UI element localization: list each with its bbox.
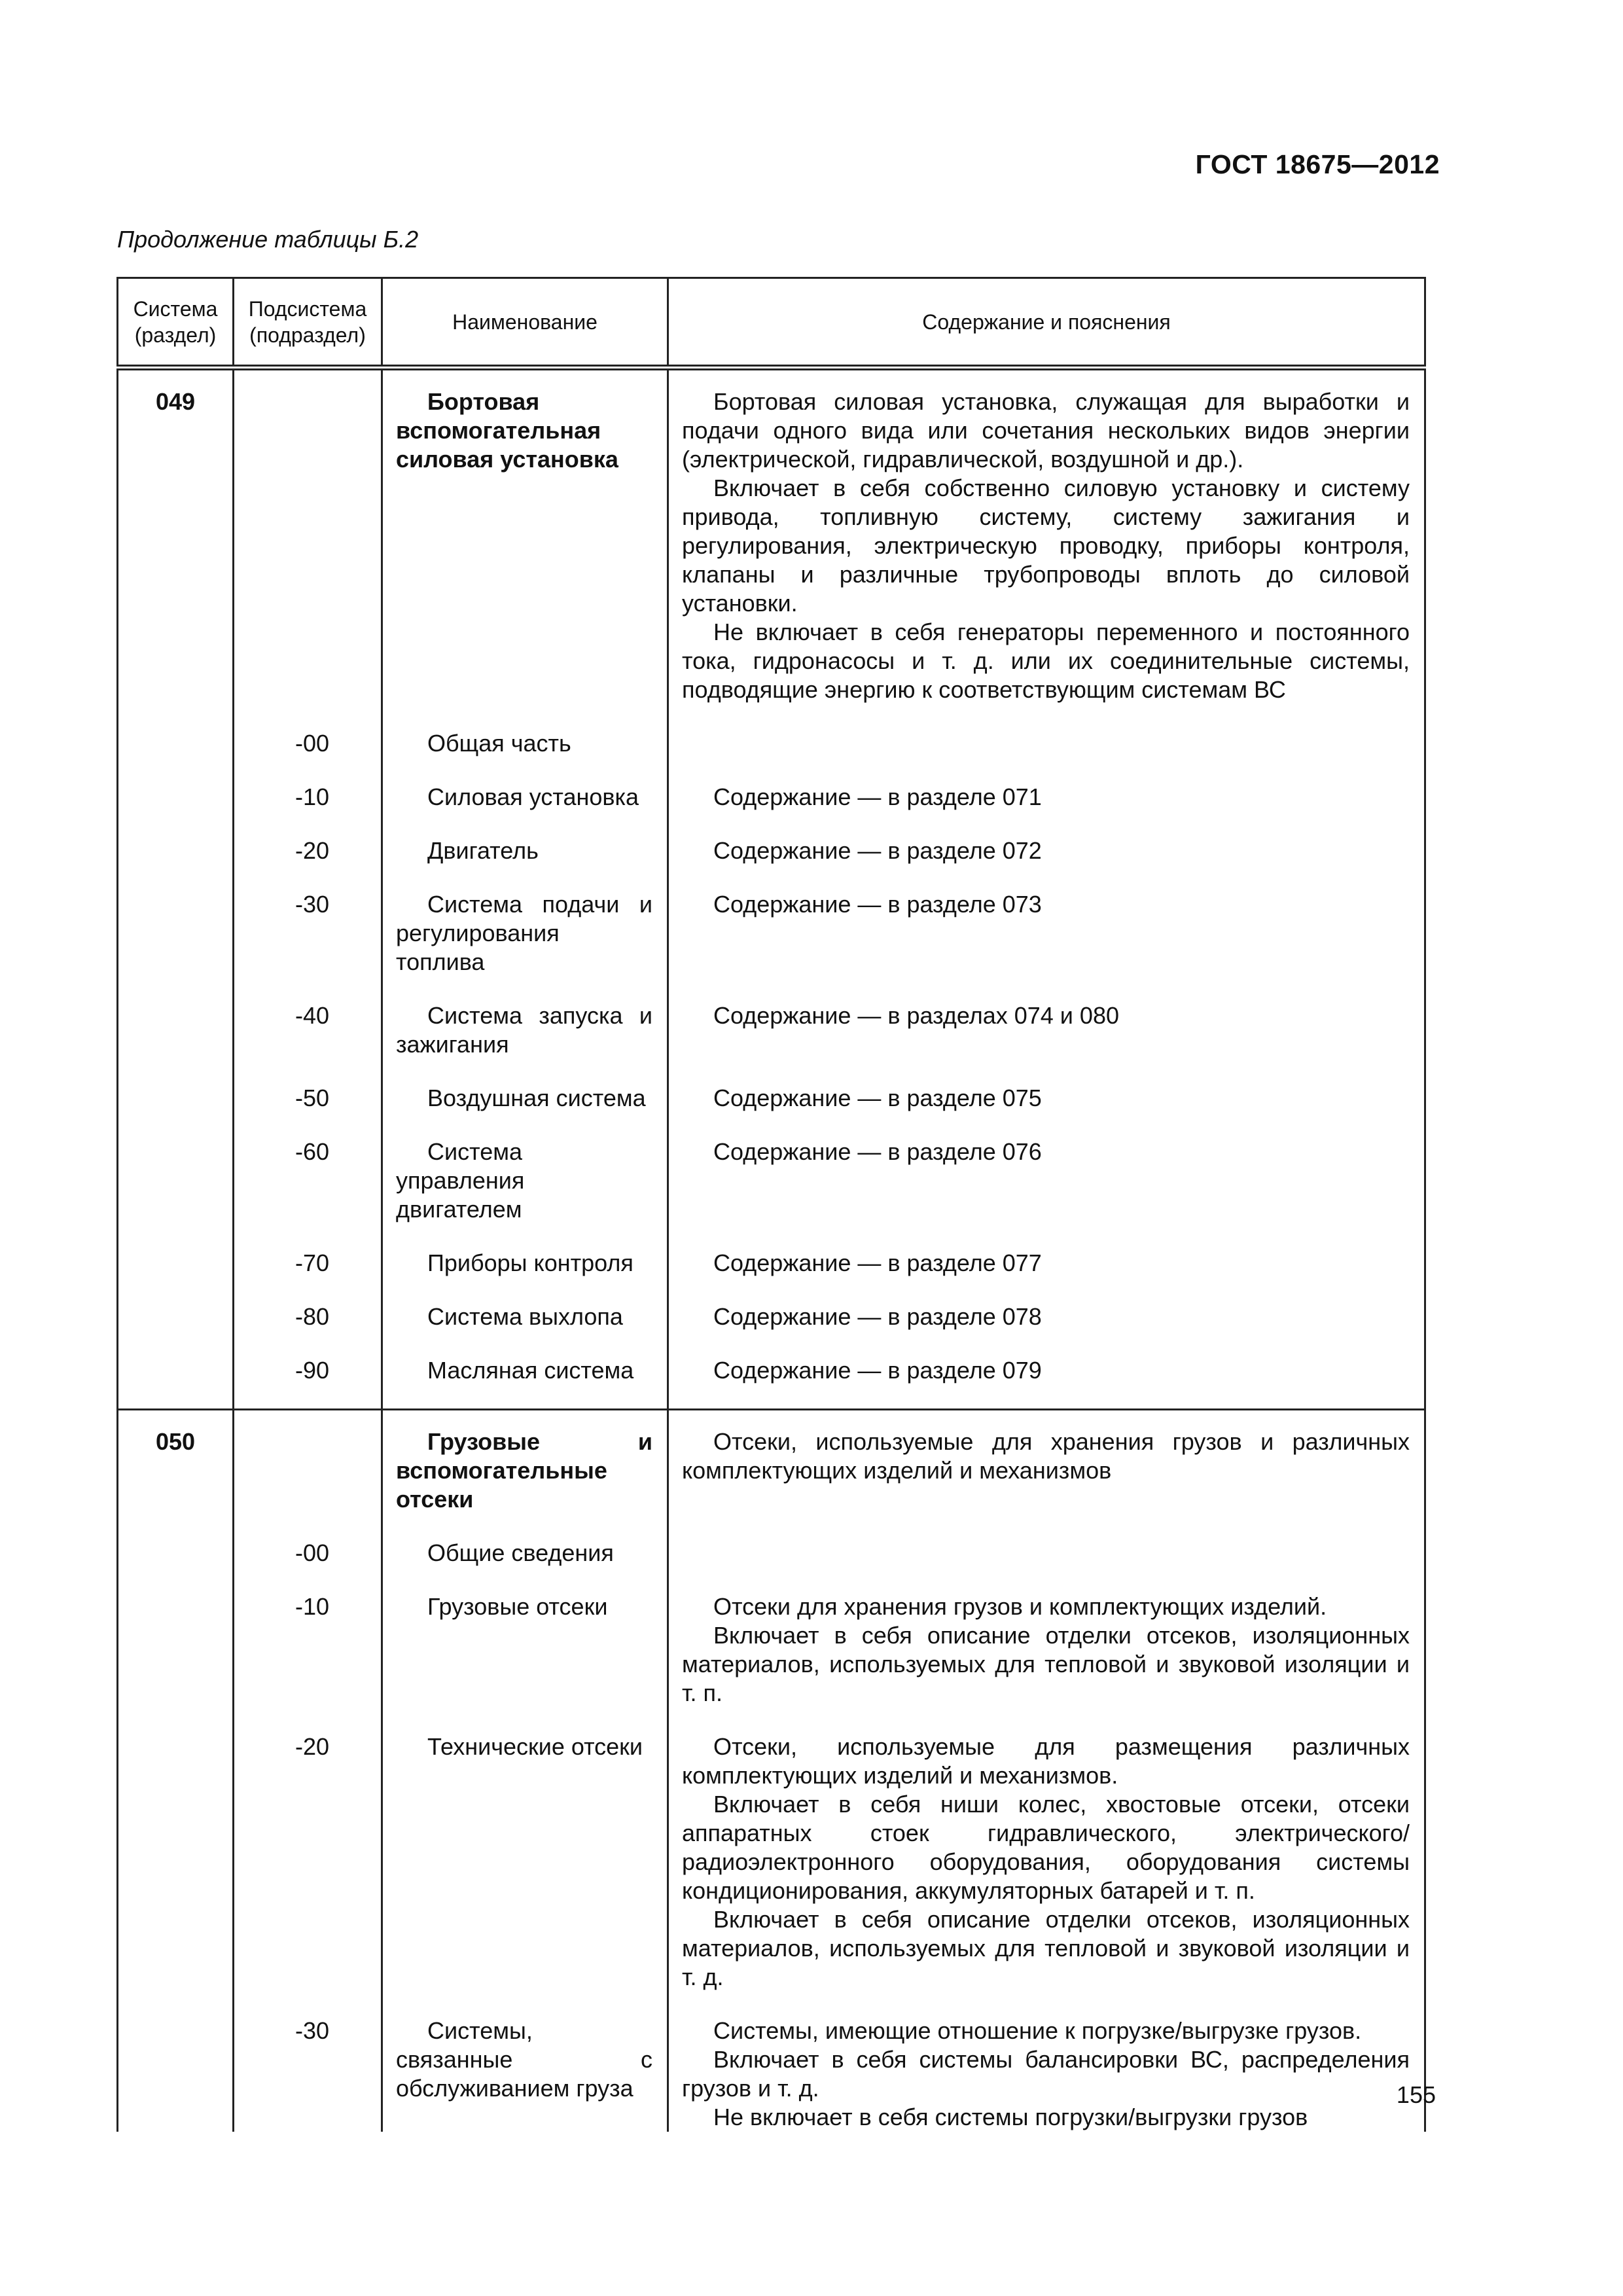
description-paragraph: Включает в себя системы балансировки ВС, распределения грузов и т. д. <box>682 2046 1410 2102</box>
subsystem-code: -00 <box>234 729 382 783</box>
description-paragraph: Не включает в себя системы погрузки/выгрузки грузов <box>713 2104 1308 2130</box>
system-code: 049 <box>118 368 234 730</box>
subsystem-name <box>382 783 668 836</box>
description-paragraph: Содержание — в разделе 075 <box>713 1085 1042 1111</box>
subsystem-name-text: Приборы контроля <box>427 1249 633 1276</box>
description-paragraph: Содержание — в разделе 078 <box>713 1303 1042 1330</box>
subsystem-description <box>668 1356 1425 1410</box>
system-cell <box>118 1001 234 1084</box>
table-row <box>118 1084 1425 1138</box>
subsystem-description <box>668 1001 1425 1084</box>
document-code: ГОСТ 18675—2012 <box>1195 149 1440 179</box>
subsystem-description <box>668 1302 1425 1356</box>
group-title-text: Бортовая вспомогательная силовая установка <box>396 388 618 473</box>
classification-table <box>116 277 1426 2132</box>
subsystem-name <box>382 1356 668 1410</box>
subsystem-description <box>668 783 1425 836</box>
subsystem-description <box>668 1539 1425 1592</box>
subsystem-name-text: Силовая установка <box>427 783 639 810</box>
system-cell <box>118 1356 234 1410</box>
table-row <box>118 1732 1425 2017</box>
table-body <box>118 368 1425 2132</box>
system-cell <box>118 1084 234 1138</box>
table-row <box>118 729 1425 783</box>
description-paragraph: Отсеки для хранения грузов и комплектующих изделий. <box>713 1593 1327 1620</box>
description-paragraph: Включает в себя описание отделки отсеков, изоляционных материалов, используемых для тепловой и звуковой изоляции и т. п. <box>682 1622 1410 1706</box>
subsystem-code: -70 <box>234 1249 382 1302</box>
subsystem-code: -00 <box>234 1539 382 1592</box>
subsystem-name <box>382 1138 668 1249</box>
subsystem-name <box>382 1539 668 1592</box>
group-title <box>382 1410 668 1539</box>
subsystem-name-text: Грузовые отсеки <box>427 1593 608 1620</box>
subsystem-description <box>668 729 1425 783</box>
subsystem-code: -80 <box>234 1302 382 1356</box>
subsystem-description <box>668 1084 1425 1138</box>
subsystem-name-text: Масляная система <box>427 1357 634 1384</box>
subsystem-name <box>382 1001 668 1084</box>
subsystem-code: -60 <box>234 1138 382 1249</box>
group-title-text: Грузовые и вспомогательные отсеки <box>396 1428 652 1513</box>
column-header-description: Содержание и пояснения <box>668 278 1425 368</box>
system-cell <box>118 1539 234 1592</box>
subsystem-name-text: Система подачи и регулирования топлива <box>396 891 652 975</box>
subsystem-description <box>668 890 1425 1001</box>
table-row <box>118 1001 1425 1084</box>
column-header-system: Система (раздел) <box>118 278 234 368</box>
table-row <box>118 1302 1425 1356</box>
description-paragraph: Включает в себя ниши колес, хвостовые отсеки, отсеки аппаратных стоек гидравлического, электрического/ радиоэлектронного оборудования, оборудования системы кондиционирования, аккумуляторных батарей и т. п. <box>682 1791 1410 1904</box>
table-caption: Продолжение таблицы Б.2 <box>117 226 419 253</box>
subsystem-description <box>668 836 1425 890</box>
description-paragraph: Содержание — в разделе 077 <box>713 1249 1042 1276</box>
subsystem-name-text: Двигатель <box>427 837 539 864</box>
description-paragraph: Содержание — в разделе 071 <box>713 783 1042 810</box>
system-cell <box>118 2017 234 2132</box>
description-paragraph: Включает в себя описание отделки отсеков, изоляционных материалов, используемых для тепловой и звуковой изоляции и т. д. <box>682 1906 1410 1990</box>
group-header-row <box>118 368 1425 730</box>
subsystem-name-text: Система запуска и зажигания <box>396 1002 652 1058</box>
system-code: 050 <box>118 1410 234 1539</box>
description-paragraph: Включает в себя собственно силовую установку и систему привода, топливную систему, систему зажигания и регулирования, электрическую проводку, приборы контроля, клапаны и различные трубопроводы вплоть до силовой установки. <box>682 475 1410 617</box>
group-description <box>668 1410 1425 1539</box>
subsystem-code <box>234 368 382 730</box>
table-row <box>118 1356 1425 1410</box>
table-row <box>118 2017 1425 2132</box>
subsystem-name <box>382 836 668 890</box>
system-cell <box>118 1592 234 1732</box>
table-row <box>118 1249 1425 1302</box>
subsystem-name <box>382 1302 668 1356</box>
subsystem-code: -20 <box>234 1732 382 2017</box>
subsystem-description <box>668 1592 1425 1732</box>
subsystem-name <box>382 1592 668 1732</box>
subsystem-description <box>668 1732 1425 2017</box>
system-cell <box>118 1302 234 1356</box>
description-paragraph: Системы, имеющие отношение к погрузке/выгрузке грузов. <box>713 2017 1362 2044</box>
group-title <box>382 368 668 730</box>
subsystem-name-text: Общие сведения <box>427 1539 614 1566</box>
description-paragraph: Содержание — в разделах 074 и 080 <box>713 1002 1119 1029</box>
description-paragraph: Бортовая силовая установка, служащая для выработки и подачи одного вида или сочетания нескольких видов энергии (электрической, гидравлической, воздушной и др.). <box>682 388 1410 473</box>
table-row <box>118 783 1425 836</box>
table-row <box>118 836 1425 890</box>
subsystem-name-text: Общая часть <box>427 730 571 757</box>
system-cell <box>118 1138 234 1249</box>
description-paragraph: Содержание — в разделе 076 <box>713 1138 1042 1165</box>
column-header-subsystem: Подсистема (подраздел) <box>234 278 382 368</box>
subsystem-description <box>668 2017 1425 2132</box>
subsystem-name-text: Технические отсеки <box>427 1733 643 1760</box>
description-paragraph: Не включает в себя генераторы переменного и постоянного тока, гидронасосы и т. д. или их соединительные системы, подводящие энергию к соответствующим системам ВС <box>682 619 1410 703</box>
table-row <box>118 890 1425 1001</box>
subsystem-code: -10 <box>234 783 382 836</box>
table-row <box>118 1539 1425 1592</box>
subsystem-name-text: Система управления двигателем <box>396 1138 525 1223</box>
subsystem-name <box>382 729 668 783</box>
subsystem-code <box>234 1410 382 1539</box>
subsystem-description <box>668 1138 1425 1249</box>
description-paragraph: Содержание — в разделе 079 <box>713 1357 1042 1384</box>
subsystem-name <box>382 1249 668 1302</box>
description-paragraph: Отсеки, используемые для хранения грузов и различных комплектующих изделий и механизмов <box>682 1428 1410 1484</box>
page-number: 155 <box>1396 2081 1436 2108</box>
system-cell <box>118 729 234 783</box>
subsystem-code: -10 <box>234 1592 382 1732</box>
subsystem-name <box>382 1732 668 2017</box>
system-cell <box>118 890 234 1001</box>
subsystem-name-text: Воздушная система <box>427 1085 646 1111</box>
description-paragraph: Содержание — в разделе 073 <box>713 891 1042 918</box>
subsystem-name-text: Система выхлопа <box>427 1303 623 1330</box>
subsystem-name <box>382 2017 668 2132</box>
system-cell <box>118 1249 234 1302</box>
subsystem-name <box>382 890 668 1001</box>
system-cell <box>118 1732 234 2017</box>
subsystem-code: -50 <box>234 1084 382 1138</box>
subsystem-code: -30 <box>234 890 382 1001</box>
system-cell <box>118 836 234 890</box>
subsystem-code: -40 <box>234 1001 382 1084</box>
table-row <box>118 1138 1425 1249</box>
description-paragraph: Отсеки, используемые для размещения различных комплектующих изделий и механизмов. <box>682 1733 1410 1789</box>
group-description <box>668 368 1425 730</box>
subsystem-name <box>382 1084 668 1138</box>
table-header <box>118 278 1425 368</box>
system-cell <box>118 783 234 836</box>
column-header-name: Наименование <box>382 278 668 368</box>
subsystem-code: -20 <box>234 836 382 890</box>
table-row <box>118 1592 1425 1732</box>
description-paragraph: Содержание — в разделе 072 <box>713 837 1042 864</box>
group-header-row <box>118 1410 1425 1539</box>
subsystem-description <box>668 1249 1425 1302</box>
subsystem-name-text: Системы, связанные с обслуживанием груза <box>396 2017 652 2102</box>
subsystem-code: -30 <box>234 2017 382 2132</box>
subsystem-code: -90 <box>234 1356 382 1410</box>
